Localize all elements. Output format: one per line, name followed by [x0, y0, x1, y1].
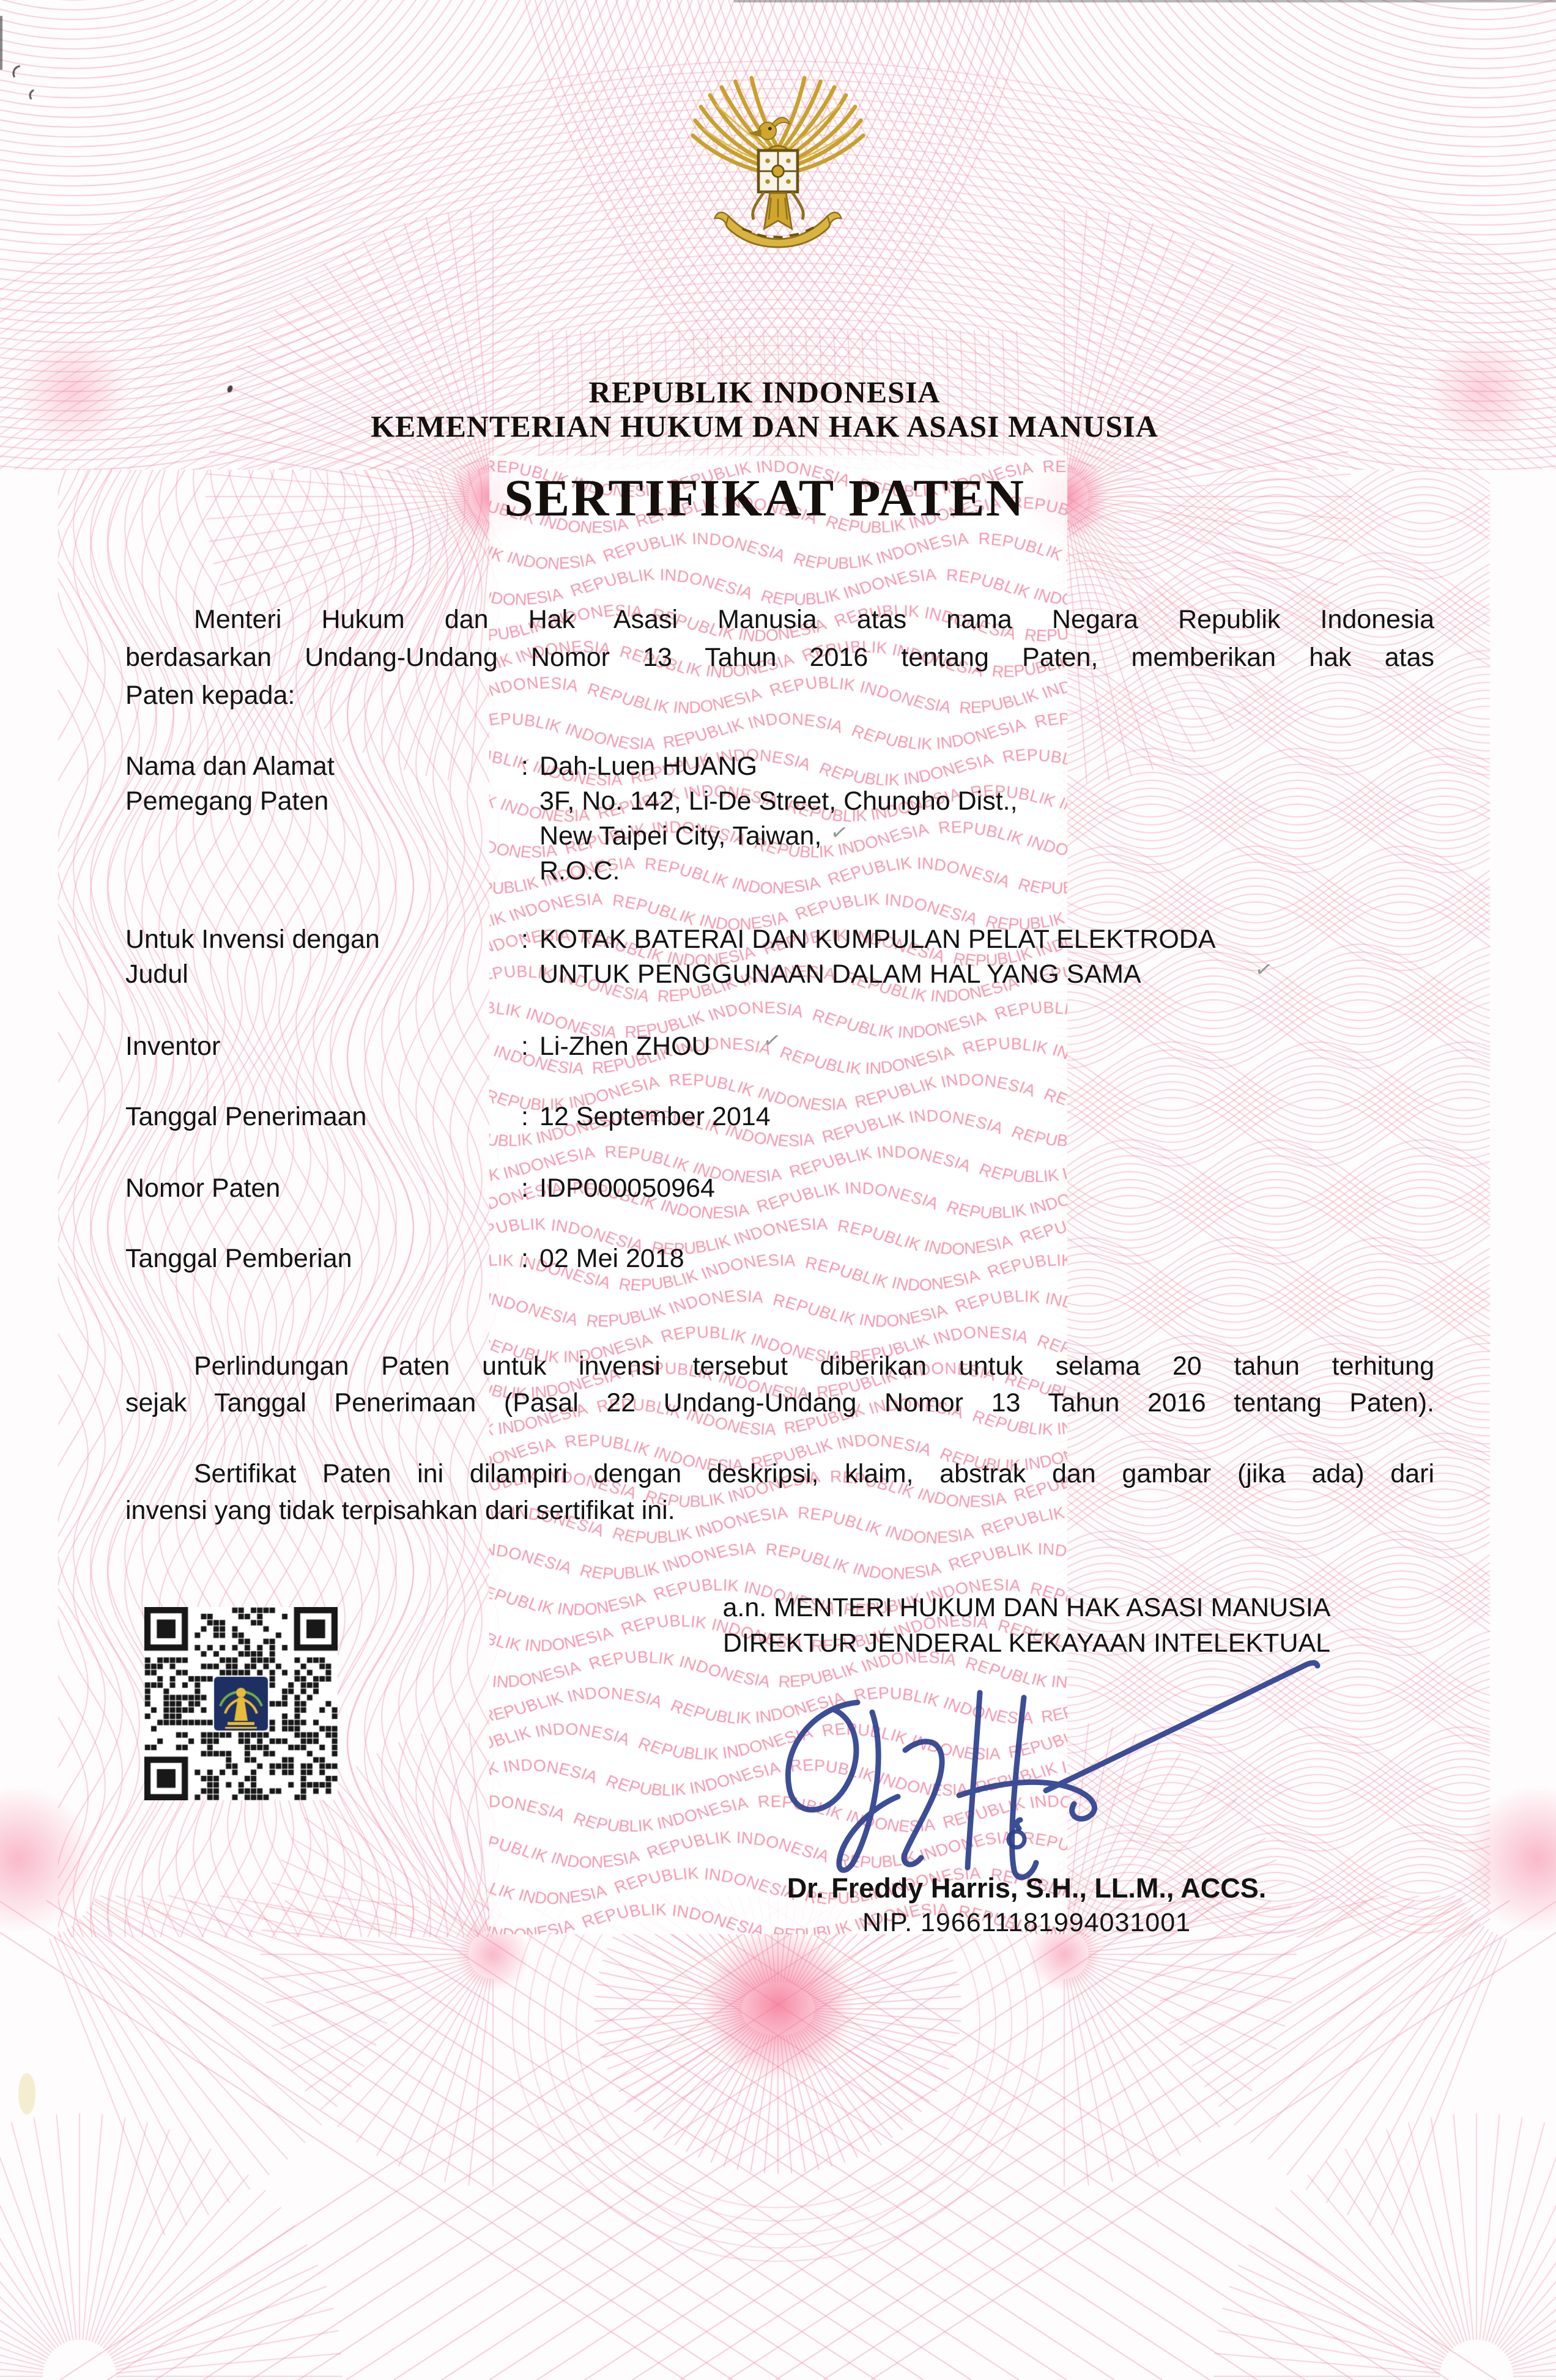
field-colon: : [521, 1032, 528, 1061]
on-behalf-line: a.n. MENTERI HUKUM DAN HAK ASASI MANUSIA [722, 1593, 1331, 1622]
qr-code [144, 1607, 338, 1800]
country-header: REPUBLIK INDONESIA [588, 375, 941, 409]
field-value: New Taipei City, Taiwan, [539, 821, 822, 851]
field-value: KOTAK BATERAI DAN KUMPULAN PELAT ELEKTRODA [539, 925, 1216, 954]
field-colon: : [521, 925, 528, 954]
check-mark-icon: ✓ [1253, 956, 1275, 984]
field-label: Judul [125, 959, 188, 989]
intro-line: Paten kepada: [125, 681, 295, 710]
ministry-header: KEMENTERIAN HUKUM DAN HAK ASASI MANUSIA [371, 409, 1158, 443]
field-label: Tanggal Pemberian [125, 1244, 352, 1273]
signer-nip: NIP. 196611181994031001 [862, 1908, 1191, 1937]
protection-line: Perlindungan Paten untuk invensi tersebut diberikan untuk selama 20 tahun terhitung [194, 1351, 1434, 1381]
field-value: Dah-Luen HUANG [539, 752, 758, 781]
protection-line: sejak Tanggal Penerimaan (Pasal 22 Undang-Undang Nomor 13 Tahun 2016 tentang Paten). [125, 1388, 1434, 1417]
field-label: Nama dan Alamat [125, 752, 335, 781]
field-value: 12 September 2014 [539, 1102, 771, 1131]
field-value: R.O.C. [539, 856, 620, 885]
check-mark-icon: ✓ [761, 1027, 783, 1055]
on-behalf-line: DIREKTUR JENDERAL KEKAYAAN INTELEKTUAL [722, 1628, 1331, 1658]
field-label: Inventor [125, 1032, 221, 1061]
field-colon: : [521, 1173, 528, 1203]
attachment-paragraph [125, 1455, 1434, 1529]
attachment-line: Sertifikat Paten ini dilampiri dengan deskripsi, klaim, abstrak dan gambar (jika ada) dari [194, 1459, 1434, 1488]
field-colon: : [521, 1244, 528, 1273]
field-value: UNTUK PENGGUNAAN DALAM HAL YANG SAMA [539, 959, 1141, 989]
protection-paragraph [125, 1348, 1434, 1421]
check-mark-icon: ✓ [828, 819, 850, 847]
intro-line: berdasarkan Undang-Undang Nomor 13 Tahun 2016 tentang Paten, memberikan hak atas [125, 643, 1434, 672]
field-label: Tanggal Penerimaan [125, 1102, 367, 1131]
attachment-line: invensi yang tidak terpisahkan dari sertifikat ini. [125, 1496, 675, 1525]
intro-line: Menteri Hukum dan Hak Asasi Manusia atas nama Negara Republik Indonesia [194, 605, 1434, 634]
signature-handwriting [703, 1646, 1321, 1882]
field-label: Pemegang Paten [125, 786, 329, 816]
intro-paragraph [125, 601, 1434, 714]
page-title: SERTIFIKAT PATEN [504, 468, 1025, 527]
field-colon: : [521, 1102, 528, 1131]
field-value: 02 Mei 2018 [539, 1244, 684, 1273]
field-label: Nomor Paten [125, 1173, 281, 1203]
field-value: 3F, No. 142, Li-De Street, Chungho Dist., [539, 786, 1018, 816]
field-value: IDP000050964 [539, 1173, 715, 1203]
field-label: Untuk Invensi dengan [125, 925, 380, 954]
field-colon: : [521, 752, 528, 781]
signer-name: Dr. Freddy Harris, S.H., LL.M., ACCS. [787, 1872, 1267, 1904]
garuda-emblem-icon [680, 65, 876, 276]
field-value: Li-Zhen ZHOU [539, 1032, 711, 1061]
